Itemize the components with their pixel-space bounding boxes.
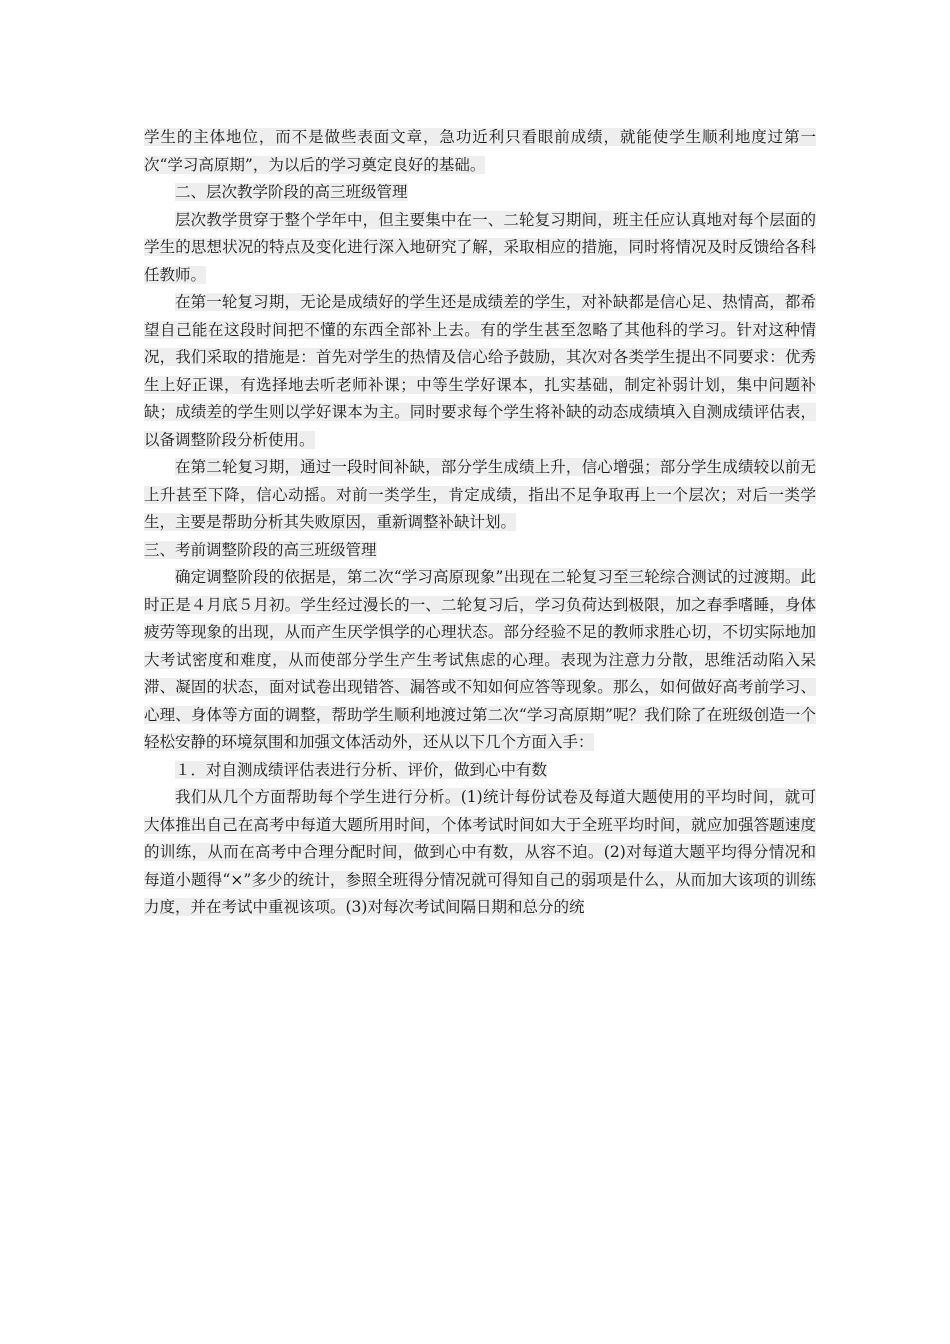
paragraph-4-text: 在第二轮复习期，通过一段时间补缺，部分学生成绩上升，信心增强；部分学生成绩较以前无上升甚至下降，信心动摇。对前一类学生，肯定成绩，指出不足争取再上一个层次；对后一类学生，主要是帮助分析其失败原因，重新调整补缺计划。 <box>144 458 816 531</box>
paragraph-4 <box>144 454 816 537</box>
subsection-heading-1 <box>144 757 816 785</box>
paragraph-2 <box>144 207 816 290</box>
paragraph-6-text: 我们从几个方面帮助每个学生进行分析。(1)统计每份试卷及每道大题使用的平均时间，就可大体推出自己在高考中每道大题所用时间，个体考试时间如大于全班平均时间，就应加强答题速度的训练，从而在高考中合理分配时间，做到心中有数，从容不迫。(2)对每道大题平均得分情况和每道小题得“×”多少的统计，参照全班得分情况就可得知自己的弱项是什么，从而加大该项的训练力度，并在考试中重视该项。(3)对每次考试间隔日期和总分的统 <box>144 788 816 916</box>
section-heading-2-text: 二、层次教学阶段的高三班级管理 <box>175 183 408 201</box>
paragraph-2-text: 层次教学贯穿于整个学年中，但主要集中在一、二轮复习期间，班主任应认真地对每个层面的学生的思想状况的特点及变化进行深入地研究了解，采取相应的措施，同时将情况及时反馈给各科任教师。 <box>144 210 816 284</box>
paragraph-1 <box>144 124 816 179</box>
subsection-heading-1-text: １．对自测成绩评估表进行分析、评价，做到心中有数 <box>175 760 548 779</box>
document-body <box>144 124 816 922</box>
paragraph-3 <box>144 289 816 454</box>
paragraph-1-text: 学生的主体地位，而不是做些表面文章，急功近利只看眼前成绩，就能使学生顺利地度过第一次“学习高原期”，为以后的学习奠定良好的基础。 <box>144 128 816 174</box>
paragraph-6 <box>144 784 816 922</box>
paragraph-5 <box>144 564 816 757</box>
paragraph-3-text: 在第一轮复习期，无论是成绩好的学生还是成绩差的学生，对补缺都是信心足、热情高，都希望自己能在这段时间把不懂的东西全部补上去。有的学生甚至忽略了其他科的学习。针对这种情况，我们采取的措施是：首先对学生的热情及信心给予鼓励，其次对各类学生提出不同要求：优秀生上好正课，有选择地去听老师补课；中等生学好课本，扎实基础，制定补弱计划，集中问题补缺；成绩差的学生则以学好课本为主。同时要求每个学生将补缺的动态成绩填入自测成绩评估表，以备调整阶段分析使用。 <box>144 293 816 449</box>
section-heading-3-text: 三、考前调整阶段的高三班级管理 <box>144 540 377 559</box>
paragraph-5-text: 确定调整阶段的依据是，第二次“学习高原现象”出现在二轮复习至三轮综合测试的过渡期。此时正是４月底５月初。学生经过漫长的一、二轮复习后，学习负荷达到极限，加之春季嗜睡，身体疲劳等现象的出现，从而产生厌学惧学的心理状态。部分经验不足的教师求胜心切，不切实际地加大考试密度和难度，从而使部分学生产生考试焦虑的心理。表现为注意力分散，思维活动陷入呆滞、凝固的状态，面对试卷出现错答、漏答或不知如何应答等现象。那么，如何做好高考前学习、心理、身体等方面的调整，帮助学生顺利地渡过第二次“学习高原期”呢？我们除了在班级创造一个轻松安静的环境氛围和加强文体活动外，还从以下几个方面入手： <box>144 568 816 751</box>
section-heading-2 <box>144 179 816 207</box>
section-heading-3 <box>144 537 816 565</box>
